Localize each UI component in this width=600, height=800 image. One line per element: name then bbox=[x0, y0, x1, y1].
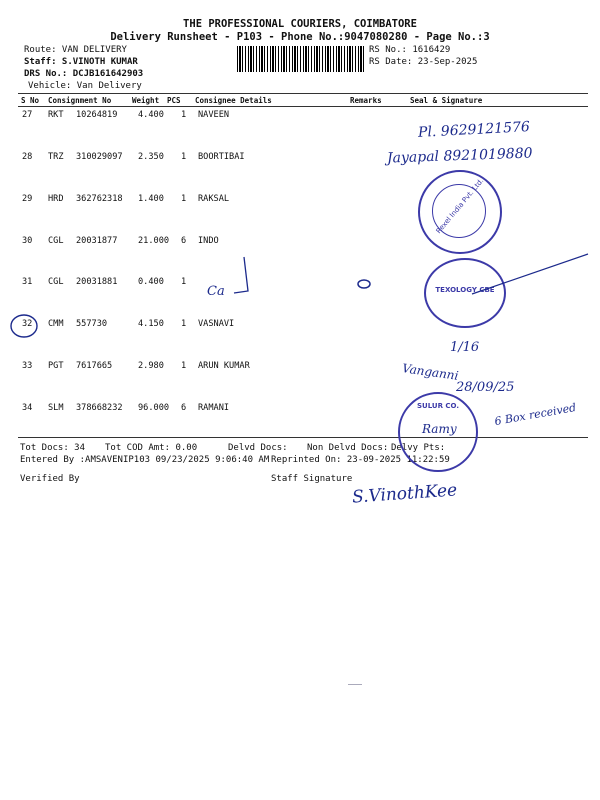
row-sno: 31 bbox=[22, 277, 33, 287]
row-consignment: 20031881 bbox=[76, 277, 118, 287]
texology-seal-stamp: TEXOLOGY CBE bbox=[424, 258, 506, 328]
row-consignment: 310029097 bbox=[76, 152, 123, 162]
row-consignee: INDO bbox=[198, 236, 219, 246]
col-pcs: PCS bbox=[167, 96, 181, 105]
row-weight: 1.400 bbox=[138, 194, 164, 204]
rs-number: RS No.: 1616429 bbox=[369, 45, 451, 55]
row-pcs: 6 bbox=[181, 403, 187, 413]
row-consignment: 378668232 bbox=[76, 403, 123, 413]
delvy-pts: Delvy Pts: bbox=[391, 443, 446, 453]
row-pcs: 1 bbox=[181, 319, 187, 329]
row-prefix: PGT bbox=[48, 361, 64, 371]
row-pcs: 1 bbox=[181, 194, 187, 204]
row-prefix: HRD bbox=[48, 194, 64, 204]
row-weight: 2.350 bbox=[138, 152, 164, 162]
row-weight: 0.400 bbox=[138, 277, 164, 287]
row-weight: 21.000 bbox=[138, 236, 170, 246]
company-name: THE PROFESSIONAL COURIERS, COIMBATORE bbox=[183, 18, 417, 30]
row-consignment: 362762318 bbox=[76, 194, 123, 204]
vehicle: Vehicle: Van Delivery bbox=[28, 81, 142, 91]
row-sno: 30 bbox=[22, 236, 33, 246]
row-weight: 4.400 bbox=[138, 110, 164, 120]
non-delvd-docs: Non Delvd Docs: bbox=[307, 443, 389, 453]
row-pcs: 1 bbox=[181, 152, 187, 162]
verified-by: Verified By bbox=[20, 474, 80, 484]
row-prefix: TRZ bbox=[48, 152, 64, 162]
row-pcs: 1 bbox=[181, 277, 187, 287]
staff-signature-label: Staff Signature bbox=[271, 474, 353, 484]
row-pcs: 1 bbox=[181, 361, 187, 371]
row-prefix: CMM bbox=[48, 319, 64, 329]
handwritten-note-34: 6 Box received bbox=[493, 400, 578, 429]
row-weight: 4.150 bbox=[138, 319, 164, 329]
reprinted-on: Reprinted On: 23-09-2025 11:22:59 bbox=[271, 455, 450, 465]
company-seal-stamp: Rexel India Pvt. Ltd. bbox=[418, 170, 502, 254]
col-seal: Seal & Signature bbox=[410, 96, 483, 105]
handwritten-phone-27: Pl. 9629121576 bbox=[417, 119, 531, 141]
handwritten-phone-28: Jayapal 8921019880 bbox=[386, 145, 533, 167]
handwritten-sign-33: Vanganni bbox=[401, 361, 460, 383]
row-sno: 32 bbox=[22, 319, 33, 329]
drs-number: DRS No.: DCJB161642903 bbox=[24, 69, 144, 79]
row-pcs: 6 bbox=[181, 236, 187, 246]
row-consignee: RAMANI bbox=[198, 403, 230, 413]
col-sno: S No bbox=[21, 96, 40, 105]
row-consignee: NAVEEN bbox=[198, 110, 230, 120]
header-rule-bottom bbox=[18, 106, 588, 107]
row-prefix: CGL bbox=[48, 236, 64, 246]
row-consignment: 20031877 bbox=[76, 236, 118, 246]
row-weight: 96.000 bbox=[138, 403, 170, 413]
handwritten-mark-31: Ca bbox=[207, 284, 225, 299]
row-consignee: BOORTIBAI bbox=[198, 152, 245, 162]
handwritten-date-33: 28/09/25 bbox=[456, 380, 515, 395]
handwritten-bracket-31 bbox=[232, 255, 262, 297]
row-consignment: 7617665 bbox=[76, 361, 113, 371]
staff: Staff: S.VINOTH KUMAR bbox=[24, 57, 138, 67]
totals-rule bbox=[18, 437, 588, 438]
row-sno: 33 bbox=[22, 361, 33, 371]
tot-docs: Tot Docs: 34 bbox=[20, 443, 86, 453]
row-weight: 2.980 bbox=[138, 361, 164, 371]
col-weight: Weight bbox=[132, 96, 160, 105]
tot-cod: Tot COD Amt: 0.00 bbox=[105, 443, 198, 453]
col-consignment: Consignment No bbox=[48, 96, 112, 105]
sulur-seal-stamp: SULUR CO. Ramy bbox=[398, 392, 478, 472]
row-consignee: RAKSAL bbox=[198, 194, 230, 204]
row-consignee: VASNAVI bbox=[198, 319, 235, 329]
row-consignment: 557730 bbox=[76, 319, 108, 329]
row-consignee: ARUN KUMAR bbox=[198, 361, 250, 371]
handwritten-sign-32: 1/16 bbox=[450, 340, 480, 355]
barcode bbox=[237, 46, 365, 72]
row-sno: 34 bbox=[22, 403, 33, 413]
scan-mark bbox=[348, 684, 362, 685]
col-remarks: Remarks bbox=[350, 96, 382, 105]
row-sno: 29 bbox=[22, 194, 33, 204]
rs-date: RS Date: 23-Sep-2025 bbox=[369, 57, 478, 67]
row-prefix: RKT bbox=[48, 110, 64, 120]
row-prefix: SLM bbox=[48, 403, 64, 413]
row-pcs: 1 bbox=[181, 110, 187, 120]
entered-by: Entered By :AMSAVENIP103 09/23/2025 9:06:40 AM bbox=[20, 455, 270, 465]
row-consignment: 10264819 bbox=[76, 110, 118, 120]
staff-signature-ink: S.VinothKee bbox=[351, 480, 458, 508]
route: Route: VAN DELIVERY bbox=[24, 45, 127, 55]
runsheet-title: Delivery Runsheet - P103 - Phone No.:9047080280 - Page No.:3 bbox=[110, 31, 490, 43]
header-rule-top bbox=[18, 93, 588, 94]
ink-blot-31 bbox=[356, 278, 372, 290]
col-consignee: Consignee Details bbox=[195, 96, 272, 105]
delvd-docs: Delvd Docs: bbox=[228, 443, 288, 453]
row-sno: 28 bbox=[22, 152, 33, 162]
pen-stroke-31 bbox=[470, 250, 590, 300]
row-prefix: CGL bbox=[48, 277, 64, 287]
row-sno: 27 bbox=[22, 110, 33, 120]
pen-circle-mark bbox=[8, 312, 42, 340]
